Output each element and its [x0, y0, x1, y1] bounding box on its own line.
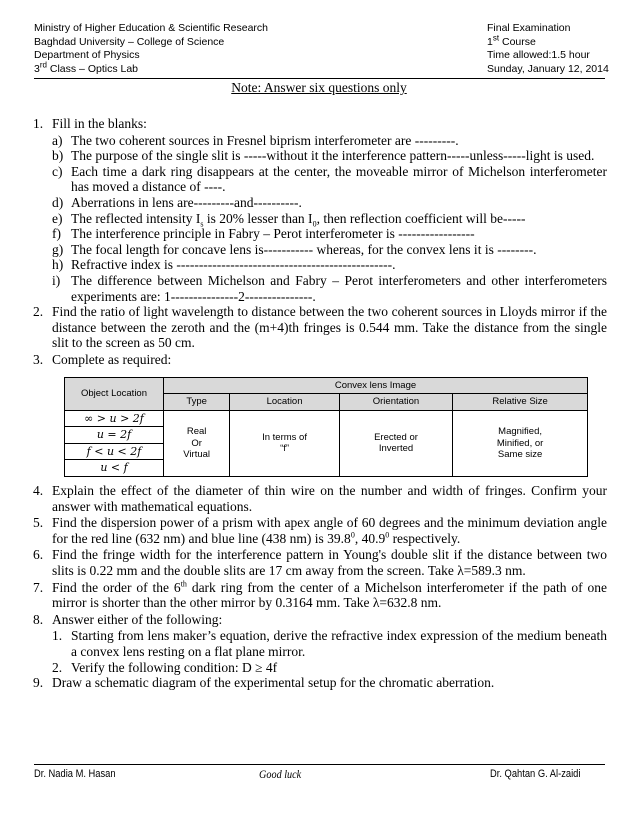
department-line: Department of Physics: [34, 49, 140, 61]
relative-size-cell: Magnified, Minified, or Same size: [453, 410, 588, 476]
university-line: Baghdad University – College of Science: [34, 35, 225, 48]
table-row-location: u = 2f: [65, 427, 164, 444]
question-4: 4. Explain the effect of the diameter of thin wire on the number and width of fringes. Confirm your answer with mathematical equations.: [33, 483, 607, 514]
q1-item-c: c) Each time a dark ring disappears at the center, the moveable mirror of Michelson interferometer has moved a distance of ----.: [52, 163, 607, 195]
class-line: 3rd Class – Optics Lab: [34, 60, 139, 75]
question-5: 5. Find the dispersion power of a prism with apex angle of 60 degrees and the minimum deviation angle for the red line (632 nm) and blue line (438 nm) is 39.8$^0$, 40.9$^0$ respectively.: [33, 515, 607, 546]
convex-lens-table: [64, 377, 588, 478]
question-3: 3. Complete as required:: [33, 351, 172, 367]
convex-image-header: Convex lens Image: [164, 377, 588, 394]
exam-date: Sunday, January 12, 2014: [487, 62, 609, 75]
table-row-location: ∞ > u > 2f: [65, 410, 164, 427]
footer-divider: [34, 764, 605, 765]
question-1: 1. Fill in the blanks:: [33, 116, 147, 131]
ministry-line: Ministry of Higher Education & Scientific Research: [34, 22, 269, 34]
q1-item-h: h) Refractive index is ------------------------------------------------.: [52, 257, 396, 273]
object-location-header: Object Location: [65, 377, 164, 410]
exam-title: Final Examination: [487, 22, 571, 34]
question-8: 8. Answer either of the following:: [33, 611, 223, 627]
footer-author-right: Dr. Qahtan G. Al-zaidi: [490, 768, 581, 780]
header-left: [34, 22, 268, 76]
header-divider: [34, 78, 605, 79]
type-header: Type: [164, 394, 230, 411]
orientation-header: Orientation: [339, 394, 452, 411]
q8-option-1: 1. Starting from lens maker’s equation, derive the refractive index expression of the medium beneath a convex lens resting on a flat plane mirror.: [52, 628, 607, 659]
question-2: 2. Find the ratio of light wavelength to distance between the two coherent sources in Lloyds mirror if the distance between the zeroth and the (m+4)th fringes is 0.544 mm. Take the distance from the single slit to the screen as 50 cm.: [33, 304, 607, 351]
q1-item-a: a) The two coherent sources in Fresnel biprism interferometer are ---------.: [52, 132, 459, 148]
q8-option-2: 2. Verify the following condition: D ≥ 4f: [52, 659, 278, 675]
time-allowed: Time allowed:1.5 hour: [487, 49, 590, 61]
location-cell: In terms of “f”: [230, 410, 340, 476]
exam-note: Note: Answer six questions only: [231, 80, 407, 95]
type-cell: Real Or Virtual: [164, 410, 230, 476]
q1-item-e: e) The reflected intensity $I_s$ is 20% lesser than $I_0$, then reflection coefficient will be-----: [52, 210, 526, 229]
orientation-cell: Erected or Inverted: [339, 410, 452, 476]
course-line: 1st Course: [487, 33, 536, 48]
q1-item-d: d) Aberrations in lens are---------and----------.: [52, 194, 302, 210]
questions: [33, 116, 607, 692]
table-row-location: u < f: [65, 460, 164, 477]
table-row-location: f < u < 2f: [65, 443, 164, 460]
question-7: 7. Find the order of the 6th dark ring from the center of a Michelson interferometer if the path of one mirror is shorter than the other mirror by 0.3164 mm. Take λ=632.8 nm.: [33, 579, 607, 611]
q1-item-i: i) The difference between Michelson and Fabry – Perot interferometers and other interferometers experiments are: 1---------------2---------------.: [52, 272, 607, 304]
footer-author-left: Dr. Nadia M. Hasan: [34, 768, 116, 780]
location-header: Location: [230, 394, 340, 411]
question-6: 6. Find the fringe width for the interference pattern in Young's double slit if the distance between two slits is 0.22 mm and the double slits are 17 cm away from the screen. Take λ=589.3 nm.: [33, 547, 607, 579]
q1-item-b: b) The purpose of the single slit is -----without it the interference pattern-----unless-----light is used.: [52, 148, 595, 164]
question-9: 9. Draw a schematic diagram of the experimental setup for the chromatic aberration.: [33, 675, 495, 691]
q1-item-f: f) The interference principle in Fabry – Perot interferometer is -----------------: [52, 226, 475, 242]
footer-good-luck: Good luck: [259, 767, 302, 781]
relative-size-header: Relative Size: [453, 394, 588, 411]
q1-item-g: g) The focal length for concave lens is----------- whereas, for the convex lens it is --------.: [52, 241, 537, 257]
header-right: [487, 22, 609, 76]
